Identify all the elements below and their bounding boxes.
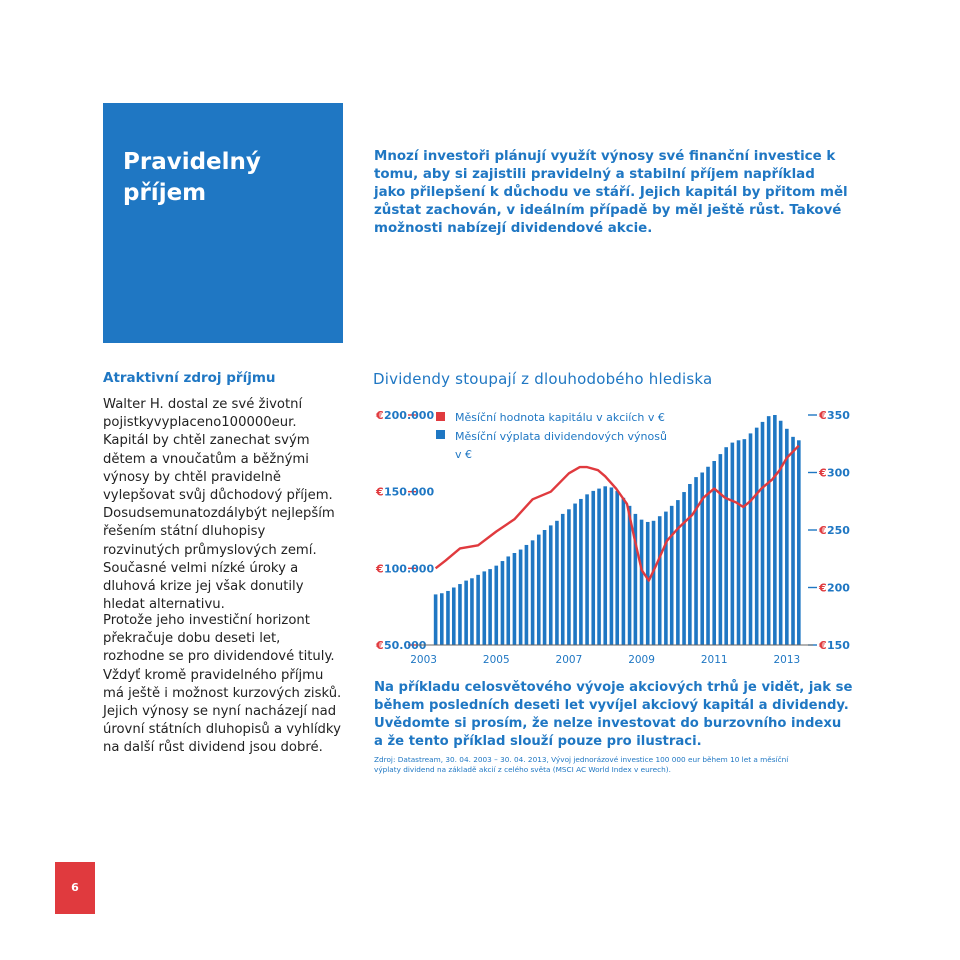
euro-icon: € xyxy=(819,409,827,422)
body-text-2: Protože jeho investiční horizont překračuje dobu deseti let, rozhodne se pro dividendové tituly. Vždyť kromě pravidelného příjmu má ještě i možnost kurzových zisků. Jejich výnosy se nyní nacházejí nad úrovní státních dluhopisů a vyhlídky na další růst dividend jsou dobré. xyxy=(103,613,342,756)
dividend-bar xyxy=(773,415,777,645)
dividend-bar xyxy=(470,578,474,645)
title-block xyxy=(103,103,343,343)
dividend-bar xyxy=(464,581,468,645)
dividend-bar xyxy=(682,492,686,645)
dividend-bar xyxy=(482,571,486,645)
right-tick-label: 350 xyxy=(827,409,850,422)
dividend-bar xyxy=(476,575,480,645)
dividend-bar xyxy=(567,509,571,645)
dividend-bar xyxy=(488,569,492,645)
euro-icon: € xyxy=(376,409,384,422)
dividend-bar xyxy=(767,416,771,645)
legend-label-dividend: v € xyxy=(455,448,473,461)
dividend-bar xyxy=(519,550,523,645)
dividend-bar xyxy=(646,522,650,645)
dividend-bar xyxy=(779,421,783,645)
euro-icon: € xyxy=(819,581,827,595)
dividend-bar xyxy=(591,491,595,645)
dividend-bar xyxy=(603,486,607,645)
left-heading: Atraktivní zdroj příjmu xyxy=(103,370,276,386)
left-tick-label: 100.000 xyxy=(384,562,435,576)
dividend-bar xyxy=(797,440,801,645)
dividend-bar xyxy=(688,484,692,645)
dividend-bar xyxy=(537,535,541,645)
dividend-bar xyxy=(610,487,614,645)
dividend-bar xyxy=(658,516,662,645)
dividend-bar xyxy=(494,566,498,645)
dividend-bar xyxy=(452,588,456,646)
right-tick-label: 250 xyxy=(827,524,850,537)
dividend-bar xyxy=(525,545,529,645)
dividend-bar xyxy=(622,498,626,645)
left-tick-label: 50.000 xyxy=(384,639,427,652)
dividend-bar xyxy=(719,454,723,645)
euro-icon: € xyxy=(819,524,827,537)
dividend-bar xyxy=(664,512,668,645)
dividend-bar xyxy=(724,447,728,645)
body-text-1: Walter H. dostal ze své životní pojistkyvyplaceno100000eur. Kapitál by chtěl zanechat svým dětem a vnoučatům a běžnými výnosy by chtěl pravidelně vylepšovat svůj důchodový příjem. Dosudsemunatozdálybýt nejlepším řešením státní dluhopisy rozvinutých průmyslových zemí. Současné velmi nízké úroky a dluhová krize jej však donutily hledat alternativu. xyxy=(103,397,335,613)
dividend-bar xyxy=(501,561,505,645)
dividend-bar xyxy=(513,553,517,645)
dividend-bar xyxy=(755,428,759,645)
left-tick-label: 200.000 xyxy=(384,409,435,422)
intro-paragraph: Mnozí investoři plánují využít výnosy své finanční investice k tomu, aby si zajistili pravidelný a stabilní příjem například jako přilepšení k důchodu ve stáří. Jejich kapitál by přitom měl zůstat zachován, v ideálním případě by měl ještě růst. Takové možnosti nabízejí dividendové akcie. xyxy=(374,149,848,236)
euro-icon: € xyxy=(376,485,384,499)
dividend-bar xyxy=(585,494,589,645)
dividend-bar xyxy=(731,443,735,645)
x-tick-label: 2011 xyxy=(700,654,728,666)
dividend-bar xyxy=(640,520,644,645)
right-tick-label: 300 xyxy=(827,466,850,480)
x-tick-label: 2013 xyxy=(773,654,801,666)
dividend-bar xyxy=(573,504,577,645)
legend-swatch-capital xyxy=(436,412,445,421)
right-tick-label: 200 xyxy=(827,581,850,595)
dividend-bar xyxy=(579,499,583,645)
dividend-bar xyxy=(597,489,601,645)
dividend-bar xyxy=(434,594,438,645)
page-number: 6 xyxy=(55,862,95,914)
dividend-bar xyxy=(694,477,698,645)
dividend-bar xyxy=(743,439,747,645)
legend-label-capital: Měsíční hodnota kapitálu v akciích v € xyxy=(455,411,665,424)
dividend-bar xyxy=(791,437,795,645)
dividend-bar xyxy=(652,521,656,645)
dividend-chart xyxy=(370,405,850,670)
dividend-bar xyxy=(440,593,444,645)
dividend-bar xyxy=(531,540,535,645)
right-tick-label: 150 xyxy=(827,639,850,652)
body-paragraph-2 xyxy=(103,612,343,758)
chart-caption: Na příkladu celosvětového vývoje akciových trhů je vidět, jak se během posledních deseti let vyvíjel akciový kapitál a dividendy. Uvědomte si prosím, že nelze investovat do burzovního indexu a že tento příklad slouží pouze pro ilustraci. xyxy=(374,680,853,749)
dividend-bar xyxy=(761,422,765,645)
dividend-bar xyxy=(555,521,559,645)
dividend-bar xyxy=(676,500,680,645)
dividend-bar xyxy=(749,433,753,645)
page-title xyxy=(123,147,261,209)
euro-icon: € xyxy=(376,639,384,652)
legend-label-dividend: Měsíční výplata dividendových výnosů xyxy=(455,430,667,443)
dividend-bar xyxy=(549,525,553,645)
euro-icon: € xyxy=(819,466,827,480)
page-title-line-2: příjem xyxy=(123,180,207,206)
x-tick-label: 2009 xyxy=(628,654,655,666)
source-note: Zdroj: Datastream, 30. 04. 2003 – 30. 04. 2013, Vývoj jednorázové investice 100 000 eur během 10 let a měsíční výplaty dividend na základě akcií z celého světa (MSCI AC World Index v eurech). xyxy=(374,755,789,774)
body-paragraph-1 xyxy=(103,396,338,614)
page-title-line-1: Pravidelný xyxy=(123,149,261,175)
x-tick-label: 2007 xyxy=(555,654,583,666)
dividend-bar xyxy=(506,556,510,645)
dividend-bar xyxy=(737,440,741,645)
dividend-bar xyxy=(543,530,547,645)
x-tick-label: 2005 xyxy=(482,654,510,666)
x-tick-label: 2003 xyxy=(410,654,437,666)
left-tick-label: 150.000 xyxy=(384,485,435,499)
dividend-bar xyxy=(458,584,462,645)
dividend-bar xyxy=(670,506,674,645)
euro-icon: € xyxy=(819,639,827,652)
dividend-bar xyxy=(561,514,565,645)
legend-swatch-dividend xyxy=(436,430,445,439)
dividend-bar xyxy=(615,491,619,645)
chart-heading: Dividendy stoupají z dlouhodobého hlediska xyxy=(373,370,713,388)
euro-icon: € xyxy=(376,562,384,576)
dividend-bar xyxy=(446,591,450,645)
